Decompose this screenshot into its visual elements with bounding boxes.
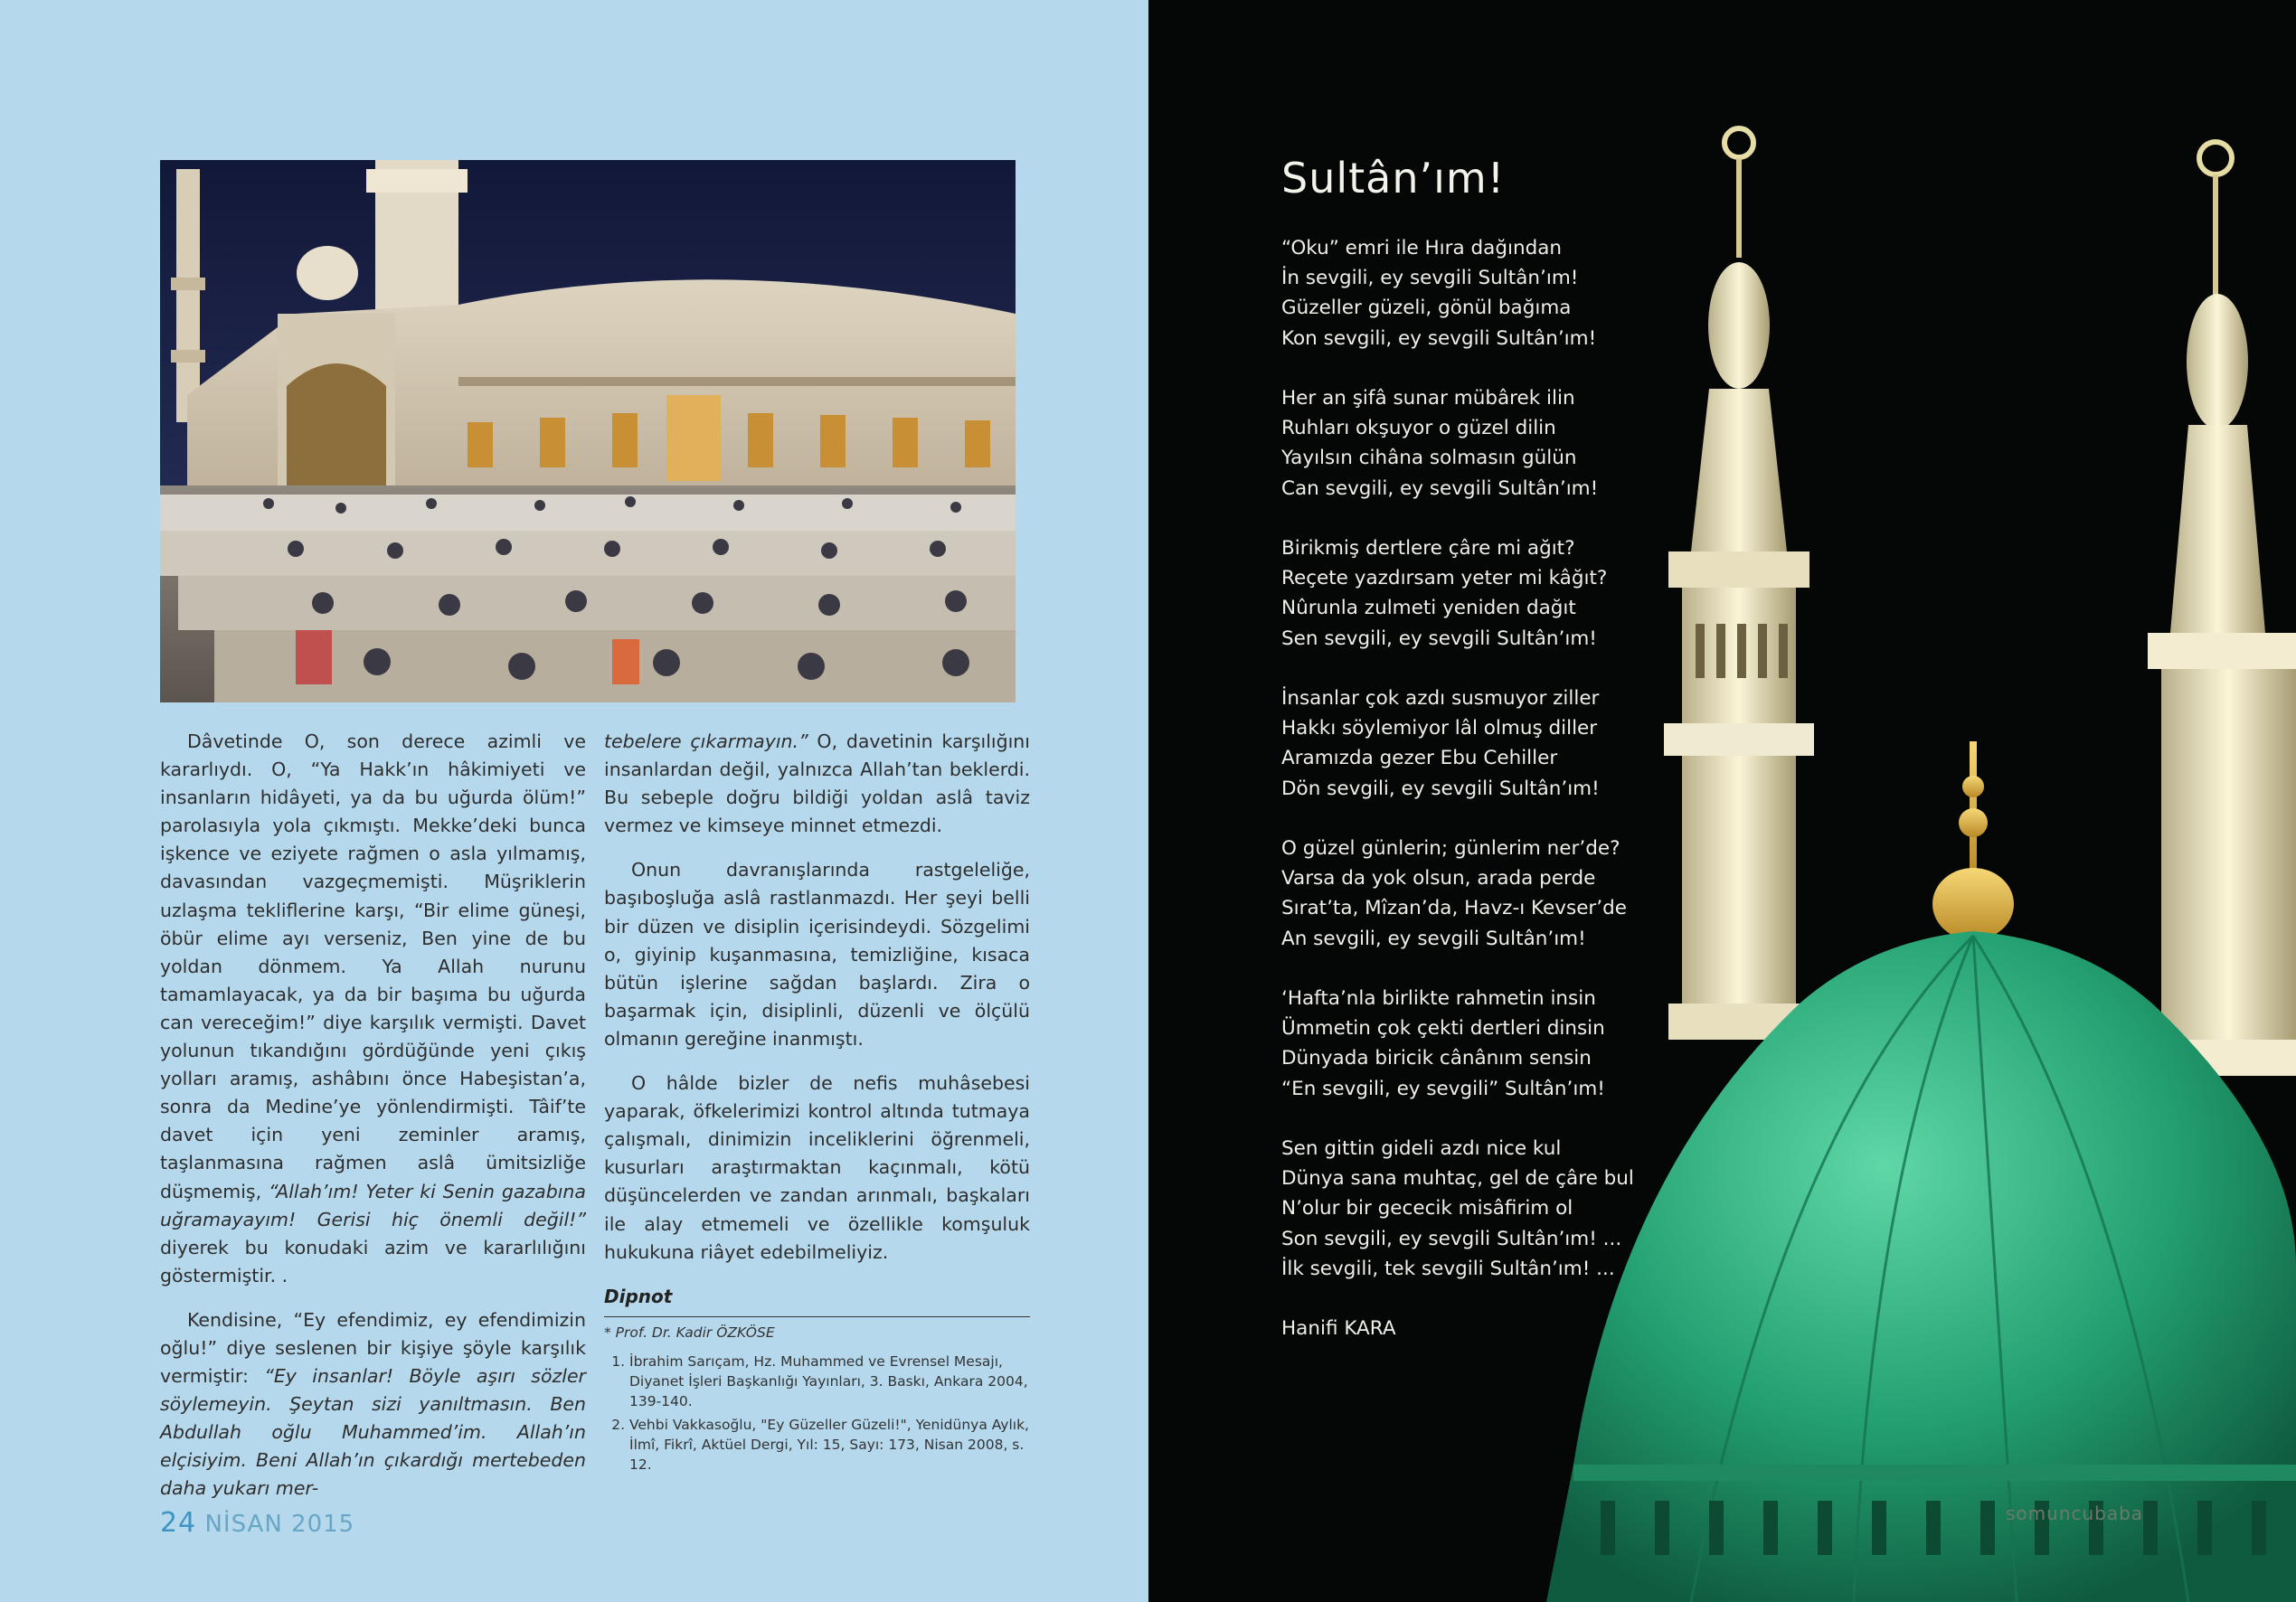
- poem-line: İn sevgili, ey sevgili Sultân’ım!: [1281, 267, 1579, 290]
- article-column-1: [160, 728, 586, 1520]
- poem-line: Birikmiş dertlere çâre mi ağıt?: [1281, 537, 1575, 560]
- poem-stanza: [1281, 834, 1634, 954]
- footnote-list: [604, 1352, 1030, 1475]
- footnote-item: 2. Vehbi Vakkasoğlu, "Ey Güzeller Güzeli!", Yenidünya Aylık, İlmî, Fikrî, Aktüel Dergi, Yıl: 15, Sayı: 173, Nisan 2008, s. 12.: [629, 1415, 1030, 1475]
- poet-signature: Hanifi KARA: [1281, 1317, 1396, 1341]
- paragraph: [160, 1306, 586, 1503]
- footnotes: [604, 1323, 1030, 1475]
- poem-title: Sultân’ım!: [1281, 154, 1506, 203]
- poem-stanza: [1281, 383, 1634, 504]
- poem-line: Sen gittin gideli azdı nice kul: [1281, 1137, 1562, 1160]
- poem-line: ‘Hafta’nla birlikte rahmetin insin: [1281, 987, 1596, 1010]
- paragraph: [160, 728, 586, 1290]
- poem-line: Ruhları okşuyor o güzel dilin: [1281, 417, 1556, 440]
- poem-line: Dünya sana muhtaç, gel de çâre bul: [1281, 1167, 1634, 1191]
- text-run: diyerek bu konudaki azim ve kararlılığını göstermiştir. .: [160, 1236, 586, 1286]
- poem-line: “Oku” emri ile Hıra dağından: [1281, 237, 1563, 259]
- poem-line: O güzel günlerin; günlerim ner’de?: [1281, 837, 1620, 860]
- poem-stanza: [1281, 233, 1634, 353]
- poem-line: Yayılsın cihâna solmasın gülün: [1281, 447, 1577, 470]
- mosque-prayer-photo: [160, 160, 1016, 702]
- poem-line: Güzeller güzeli, gönül bağıma: [1281, 297, 1572, 320]
- page-number: 24: [160, 1507, 197, 1539]
- poem-line: Aramızda gezer Ebu Cehiller: [1281, 747, 1558, 770]
- poem-line: Hakkı söylemiyor lâl olmuş diller: [1281, 717, 1598, 740]
- poem-line: Dön sevgili, ey sevgili Sultân’ım!: [1281, 777, 1600, 800]
- paragraph: O hâlde bizler de nefis muhâsebesi yaparak, öfkelerimizi kontrol altında tutmaya çalışmalı, dinimizin inceliklerini öğrenmeli, kusurları araştırmaktan kaçınmalı, kötü düşüncelerden ve zandan arınmalı, başkaları ile alay etmemeli ve özellikle komşuluk hukukuna riâyet edebilmeliyiz.: [604, 1072, 1030, 1263]
- footnote-item: 1. İbrahim Sarıçam, Hz. Muhammed ve Evrensel Mesajı, Diyanet İşleri Başkanlığı Yayınları, 3. Baskı, Ankara 2004, 139-140.: [629, 1352, 1030, 1411]
- poem: [1281, 233, 1634, 1343]
- text-run: Dâvetinde O, son derece azimli ve kararlıydı. O, “Ya Hakk’ın hâkimiyeti ve insanların hidâyeti, ya da bu uğurda ölüm!” parolasıyla yola çıkmıştı. Mekke’deki bunca işkence ve eziyete rağmen o asla yılmamış, davasından vazgeçmemişti. Müşriklerin uzlaşma tekliflerine karşı, “Bir elime güneşi, öbür elime ayı verseniz, Ben yine de bu yoldan dönmem. Ya Allah nurunu tamamlayacak, ya da bir başıma bu uğurda can vereceğim!” diye karşılık vermişti. Davet yolunun tıkandığını gördüğünde yeni çıkış yolları aramış, ashâbını önce Habeşistan’a, sonra da Medine’ye yönlendirmişti. Tâif’te davet için yeni zeminler aramış, taşlanmasına rağmen aslâ ümitsizliğe düşmemiş,: [160, 730, 586, 1202]
- poem-line: N’olur bir gececik misâfirim ol: [1281, 1197, 1573, 1220]
- text-run: Kendisine, “Ey efendimiz, ey efendimizin oğlu!” diye seslenen bir kişiye şöyle karşılık vermiştir:: [160, 1308, 586, 1388]
- poem-stanza: [1281, 683, 1634, 804]
- poem-line: Sırat’ta, Mîzan’da, Havz-ı Kevser’de: [1281, 897, 1627, 920]
- poem-line: An sevgili, ey sevgili Sultân’ım!: [1281, 927, 1586, 950]
- poem-line: Her an şifâ sunar mübârek ilin: [1281, 387, 1575, 410]
- quote-italic: “Allah’ım! Yeter ki Senin gazabına uğramayayım! Gerisi hiç önemli değil!”: [160, 1180, 586, 1230]
- quote-italic: tebelere çıkarmayın.”: [604, 730, 808, 752]
- poem-line: Son sevgili, ey sevgili Sultân’ım! ...: [1281, 1227, 1622, 1250]
- quote-italic: “Ey insanlar! Böyle aşırı sözler söylemeyin. Şeytan sizi yanıltmasın. Ben Abdullah oğlu Muhammed’im. Allah’ın elçisiyim. Beni Allah’ın çıkardığı mertebeden daha yukarı mer-: [160, 1365, 586, 1500]
- text-run: O, davetinin karşılığını insanlardan değil, yalnızca Allah’tan beklerdi. Bu sebeple doğru bildiği yoldan aslâ taviz vermez ve kimseye minnet etmezdi.: [604, 730, 1030, 837]
- author-note: * Prof. Dr. Kadir ÖZKÖSE: [604, 1324, 775, 1341]
- poem-line: Kon sevgili, ey sevgili Sultân’ım!: [1281, 326, 1597, 350]
- issue-date: NİSAN 2015: [204, 1511, 355, 1538]
- poem-line: İlk sevgili, tek sevgili Sultân’ım! ...: [1281, 1257, 1615, 1280]
- footnote-heading: Dipnot: [604, 1283, 1030, 1317]
- paragraph: [604, 728, 1030, 840]
- poem-stanza: [1281, 1134, 1634, 1284]
- poem-line: Can sevgili, ey sevgili Sultân’ım!: [1281, 476, 1599, 500]
- poem-line: Reçete yazdırsam yeter mi kâğıt?: [1281, 567, 1608, 590]
- magazine-brand: somuncubaba: [2006, 1503, 2144, 1524]
- paragraph: Onun davranışlarında rastgeleliğe, başıboşluğa aslâ rastlanmazdı. Her şeyi belli bir düzen ve disiplin içerisindeydi. Sözgelimi o, giyinip kuşanmasına, temizliğine, kısaca bütün işlerine sağdan başlardı. Zira o başarmak için, disiplinli, düzenli ve ölçülü olmanın gereğine inanmıştı.: [604, 859, 1030, 1050]
- poem-stanza: [1281, 984, 1634, 1104]
- poem-line: Sen sevgili, ey sevgili Sultân’ım!: [1281, 627, 1597, 650]
- poem-line: Nûrunla zulmeti yeniden dağıt: [1281, 597, 1576, 620]
- poem-line: Dünyada biricik cânânım sensin: [1281, 1047, 1592, 1070]
- poem-line: Ümmetin çok çekti dertleri dinsin: [1281, 1017, 1605, 1041]
- poem-line: Varsa da yok olsun, arada perde: [1281, 867, 1596, 891]
- poem-stanza: [1281, 533, 1634, 654]
- poem-line: İnsanlar çok azdı susmuyor ziller: [1281, 687, 1600, 710]
- page-folio: [160, 1507, 354, 1539]
- poem-line: “En sevgili, ey sevgili” Sultân’ım!: [1281, 1077, 1605, 1100]
- mosque-courtyard-image: [160, 160, 1016, 702]
- article-column-2: [604, 728, 1030, 1478]
